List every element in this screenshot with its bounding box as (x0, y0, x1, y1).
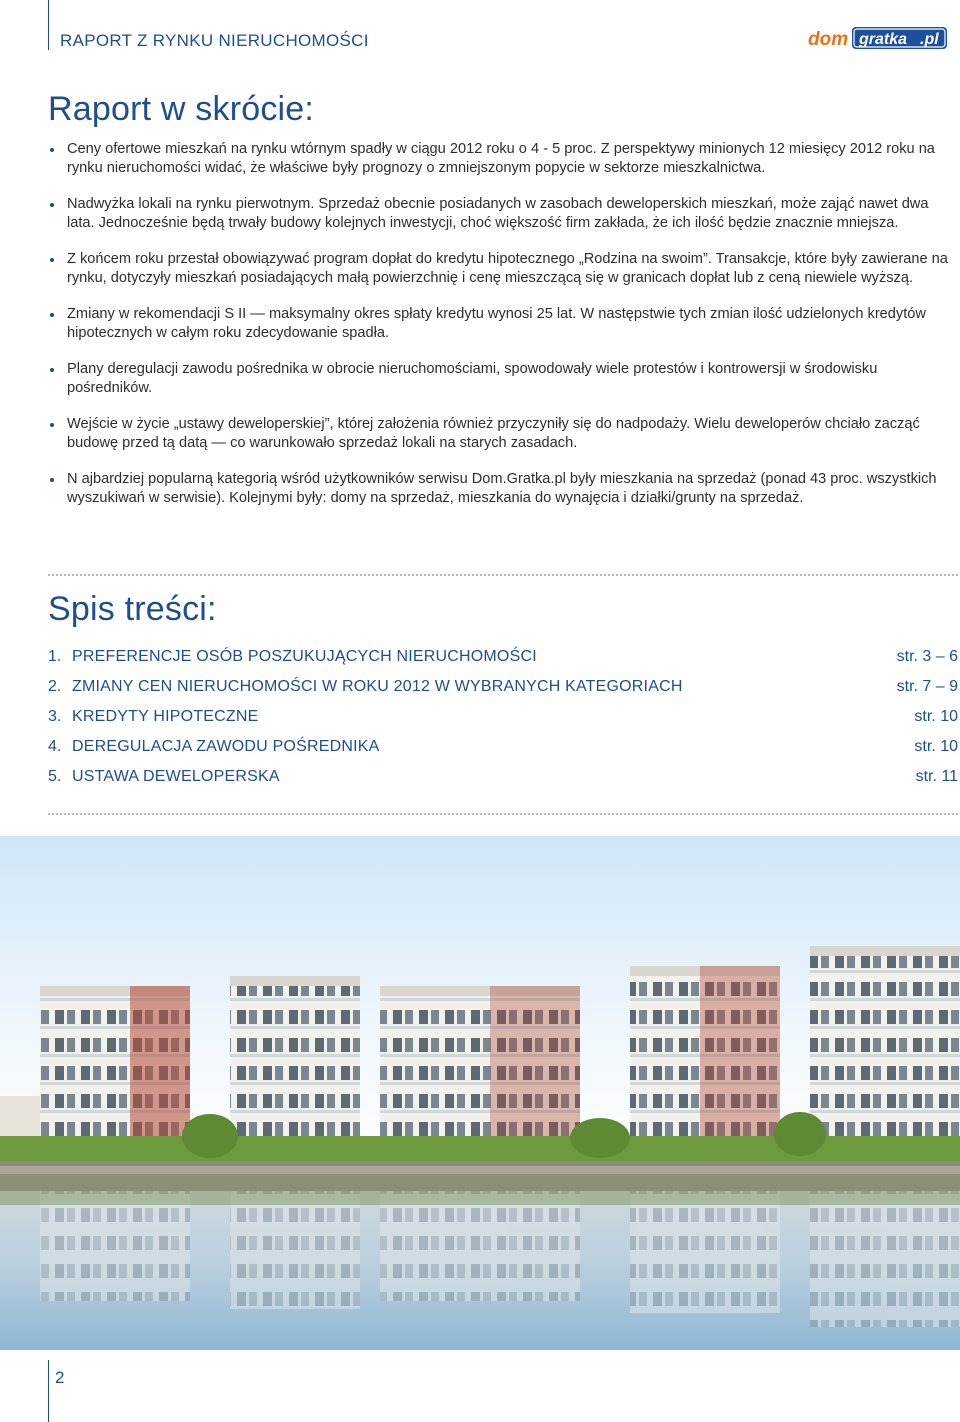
page-number: 2 (55, 1368, 65, 1387)
toc-item[interactable] (48, 678, 958, 708)
toc-item-page: str. 10 (914, 708, 958, 725)
summary-bullet: Ceny ofertowe mieszkań na rynku wtórnym spadły w ciągu 2012 roku o 4 - 5 proc. Z perspektywy minionych 12 miesięcy 2012 roku na rynku nieruchomości widać, że właściwe były prognozy o zmniejszonym popycie w sektorze mieszkalnictwa. (48, 140, 960, 178)
toc-item-number: 5. (48, 768, 62, 785)
toc-item-number: 1. (48, 648, 62, 665)
toc-item[interactable] (48, 648, 958, 678)
logo-text-pl: .pl (920, 31, 939, 48)
toc-item[interactable] (48, 738, 958, 768)
section-divider (48, 574, 958, 576)
toc-item-page: str. 10 (914, 738, 958, 755)
toc-list (48, 648, 958, 798)
domgratka-logo-graphic (808, 24, 950, 54)
toc-item-label: USTAWA DEWELOPERSKA (72, 768, 280, 785)
toc-item-page: str. 7 – 9 (896, 678, 958, 695)
domgratka-logo[interactable] (808, 24, 950, 54)
summary-bullet: Plany deregulacji zawodu pośrednika w obrocie nieruchomościami, spowodowały wiele protestów i kontrowersji w środowisku pośredników. (48, 360, 960, 398)
summary-bullet: Z końcem roku przestał obowiązywać program dopłat do kredytu hipotecznego „Rodzina na swoim”. Transakcje, które były zawierane na rynku, dotyczyły mieszkań posiadających małą powierzchnię i cenę mieszczącą się w granicach dopłat lub z ceną niewiele wyższą. (48, 250, 960, 288)
section-divider (48, 813, 958, 815)
apartment-buildings-photo (0, 836, 960, 1350)
footer-vertical-line (48, 1360, 49, 1422)
toc-item-label: DEREGULACJA ZAWODU POŚREDNIKA (72, 738, 380, 755)
header-title: RAPORT Z RYNKU NIERUCHOMOŚCI (60, 31, 369, 50)
toc-item-label: ZMIANY CEN NIERUCHOMOŚCI W ROKU 2012 W WYBRANYCH KATEGORIACH (72, 678, 683, 695)
summary-title: Raport w skrócie: (48, 90, 315, 128)
toc-item-label: KREDYTY HIPOTECZNE (72, 708, 259, 725)
toc-item[interactable] (48, 768, 958, 798)
logo-text-dom: dom (808, 29, 849, 50)
toc-item-page: str. 3 – 6 (896, 648, 958, 665)
toc-item-number: 4. (48, 738, 62, 755)
summary-bullet: N ajbardziej popularną kategorią wśród użytkowników serwisu Dom.Gratka.pl były mieszkania na sprzedaż (ponad 43 proc. wszystkich wyszukiwań w serwisie). Kolejnymi były: domy na sprzedaż, mieszkania do wynajęcia i działki/grunty na sprzedaż. (48, 470, 960, 508)
toc-item-label: PREFERENCJE OSÓB POSZUKUJĄCYCH NIERUCHOMOŚCI (72, 648, 537, 665)
toc-item-number: 2. (48, 678, 62, 695)
header-vertical-line (48, 0, 49, 50)
toc-title: Spis treści: (48, 590, 217, 628)
toc-item-number: 3. (48, 708, 62, 725)
summary-bullet-list (48, 140, 960, 525)
toc-item[interactable] (48, 708, 958, 738)
apartment-buildings-illustration (0, 836, 960, 1350)
toc-item-page: str. 11 (915, 768, 958, 785)
logo-text-gratka: gratka (859, 31, 908, 48)
summary-bullet: Zmiany w rekomendacji S II — maksymalny okres spłaty kredytu wynosi 25 lat. W następstwie tych zmian ilość udzielonych kredytów hipotecznych w całym roku zdecydowanie spadła. (48, 305, 960, 343)
summary-bullet: Nadwyżka lokali na rynku pierwotnym. Sprzedaż obecnie posiadanych w zasobach deweloperskich mieszkań, może zająć nawet dwa lata. Jednocześnie będą trwały budowy kolejnych inwestycji, choć większość firm zakłada, że ich ilość będzie znacznie mniejsza. (48, 195, 960, 233)
summary-bullet: Wejście w życie „ustawy deweloperskiej”, której założenia również przyczyniły się do nadpodaży. Wielu deweloperów chciało zacząć budowę przed tą datą — co warunkowało sprzedaż lokali na starych zasadach. (48, 415, 960, 453)
